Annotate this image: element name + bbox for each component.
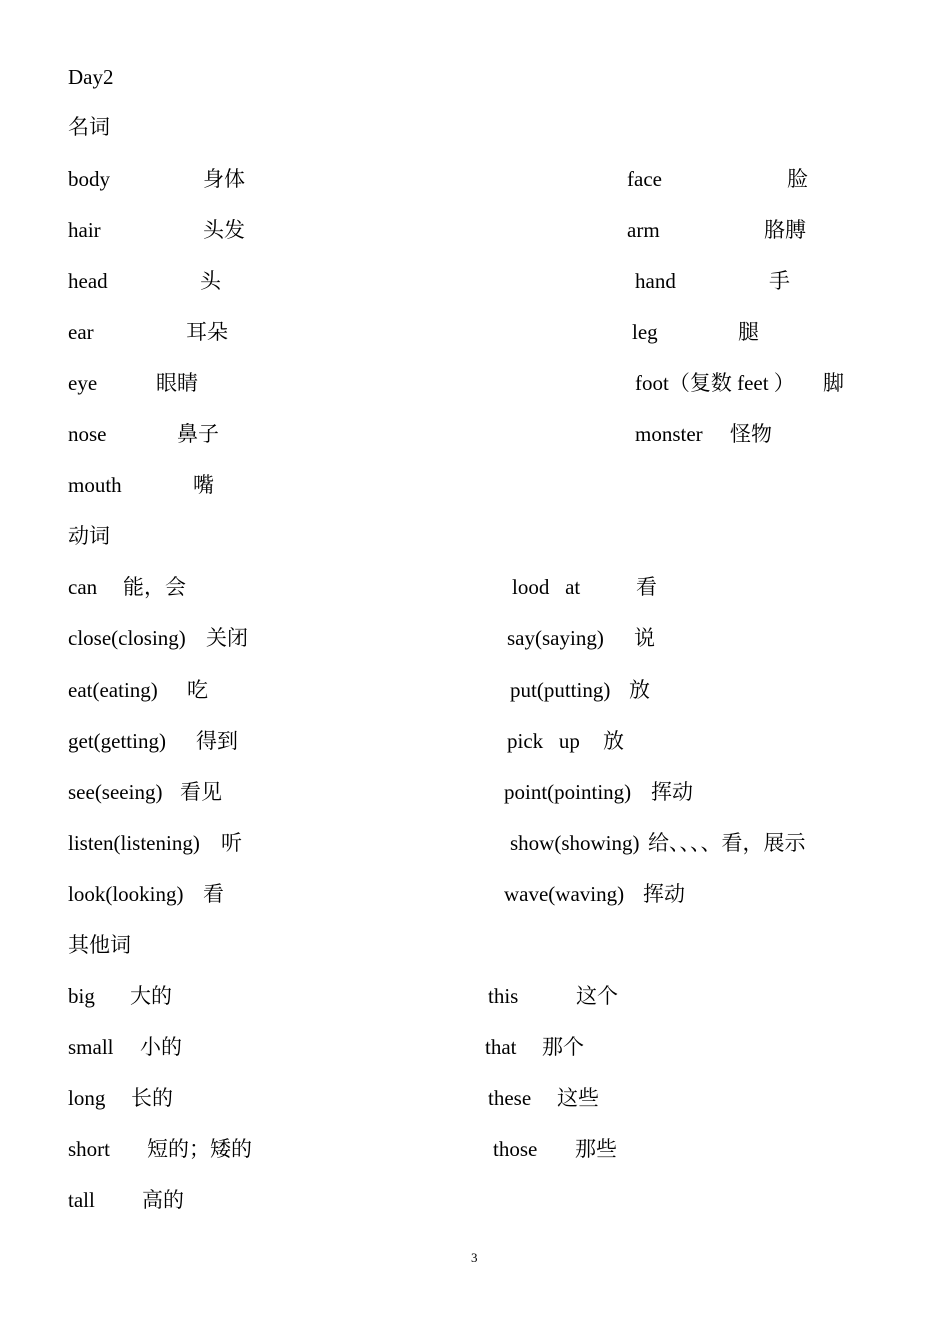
vocab-en: this [488,984,519,1008]
vocab-en: foot（复数 feet ） [635,371,795,395]
vocab-zh: 嘴 [193,473,214,497]
vocab-en: eye [68,371,98,395]
vocab-en: see(seeing) [68,780,163,804]
vocab-zh: 给、、、、看，展示 [648,831,806,855]
vocab-en: pick up [507,729,580,753]
vocab-zh: 耳朵 [186,320,228,344]
vocab-zh: 脸 [787,167,808,191]
vocab-zh: 身体 [203,167,245,191]
vocab-zh: 这些 [557,1086,599,1110]
vocab-en: face [627,167,662,191]
vocab-en: body [68,167,110,191]
vocab-en: those [493,1137,538,1161]
vocab-zh: 脚 [823,371,844,395]
section-heading-others: 其他词 [68,933,131,957]
vocab-zh: 听 [221,831,242,855]
vocab-zh: 关闭 [206,626,248,650]
vocab-en: listen(listening) [68,831,200,855]
page-number: 3 [471,1250,478,1265]
vocab-en: mouth [68,473,122,497]
vocab-zh: 看 [636,575,657,599]
vocab-en: can [68,575,98,599]
vocab-zh: 吃 [187,678,208,702]
vocab-en: these [488,1086,532,1110]
vocab-en: say(saying) [507,626,604,650]
vocab-zh: 看见 [180,780,222,804]
vocab-en: point(pointing) [504,780,632,804]
vocab-en: show(showing) [510,831,640,855]
vocab-zh: 这个 [576,984,618,1008]
vocab-zh: 手 [769,269,790,293]
vocab-en: get(getting) [68,729,166,753]
vocab-en: hand [635,269,676,293]
vocab-zh: 怪物 [730,422,772,446]
vocab-zh: 那些 [575,1137,617,1161]
vocab-en: put(putting) [510,678,611,702]
vocab-zh: 小的 [140,1035,182,1059]
vocab-en: long [68,1086,106,1110]
vocab-en: short [68,1137,110,1161]
vocab-zh: 高的 [142,1188,184,1212]
vocab-zh: 长的 [131,1086,173,1110]
vocab-en: nose [68,422,107,446]
vocab-en: eat(eating) [68,678,158,702]
vocab-zh: 看 [203,882,224,906]
vocab-zh: 挥动 [643,882,685,906]
vocab-zh: 那个 [542,1035,584,1059]
vocab-en: monster [635,422,703,446]
vocab-en: look(looking) [68,882,184,906]
vocab-en: big [68,984,95,1008]
vocab-zh: 能，会 [123,575,186,599]
vocab-en: close(closing) [68,626,186,650]
vocab-zh: 短的；矮的 [147,1137,252,1161]
vocab-zh: 大的 [130,984,172,1008]
vocab-zh: 胳膊 [764,218,806,242]
vocab-en: leg [632,320,658,344]
vocab-zh: 放 [629,678,650,702]
vocab-en: tall [68,1188,95,1212]
section-heading-nouns: 名词 [68,115,110,139]
vocab-zh: 眼睛 [156,371,198,395]
vocab-en: ear [68,320,94,344]
vocab-zh: 说 [634,626,655,650]
vocab-zh: 头发 [203,218,245,242]
vocab-zh: 得到 [196,729,238,753]
page-title: Day2 [68,65,114,89]
vocab-zh: 鼻子 [177,422,219,446]
vocab-en: small [68,1035,114,1059]
vocab-zh: 放 [603,729,624,753]
vocab-en: arm [627,218,660,242]
vocab-en: lood at [512,575,581,599]
section-heading-verbs: 动词 [68,524,110,548]
vocab-en: wave(waving) [504,882,625,906]
vocab-en: head [68,269,108,293]
vocab-en: that [485,1035,517,1059]
vocab-en: hair [68,218,101,242]
vocab-zh: 腿 [738,320,759,344]
vocab-zh: 头 [200,269,221,293]
vocab-zh: 挥动 [651,780,693,804]
